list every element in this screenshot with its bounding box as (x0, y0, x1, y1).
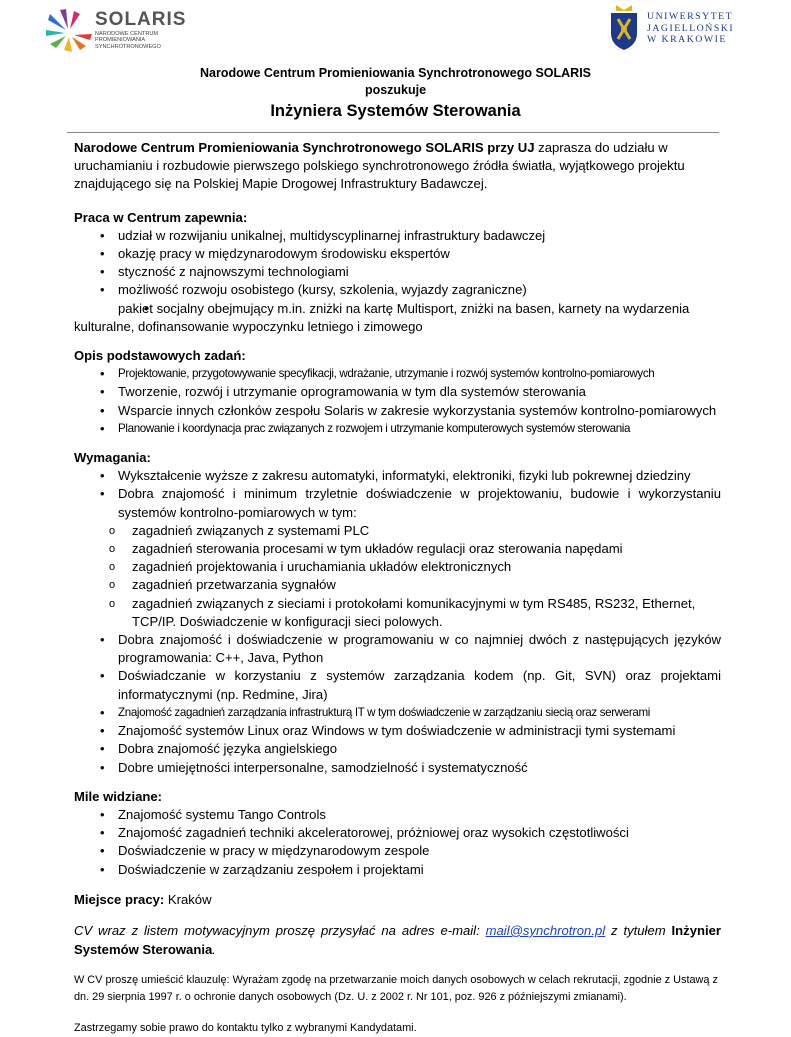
solaris-logo (44, 8, 187, 54)
list-item: • Projektowanie, przygotowywanie specyfikacji, wdrażanie, utrzymanie i rozwój systemów kontrolno-pomiarowych (74, 365, 721, 383)
divider (67, 132, 719, 133)
uj-shield-icon (608, 3, 640, 51)
list-item: • Dobra znajomość i doświadczenie w programowaniu w co najmniej dwóch z następujących języków programowania: C++, Java, Python (74, 631, 721, 667)
list-item: • Dobra znajomość języka angielskiego (74, 740, 721, 758)
list-item: • Znajomość systemów Linux oraz Windows w tym doświadczenie w administracji tymi systemami (74, 722, 721, 740)
page-header (0, 0, 791, 60)
nice-to-have-title: Mile widziane: (74, 788, 163, 804)
requirements-title: Wymagania: (74, 450, 151, 466)
list-item: • Znajomość zagadnień techniki akceleratorowej, próżniowej oraz wysokich częstotliwości (74, 824, 721, 842)
list-item: • styczność z najnowszymi technologiami (74, 263, 721, 281)
intro-bold: Narodowe Centrum Promieniowania Synchrotronowego SOLARIS przy UJ (74, 140, 535, 155)
sub-list-item: o zagadnień projektowania i uruchamiania układów elektronicznych (74, 558, 721, 576)
list-item: • Znajomość zagadnień zarządzania infrastrukturą IT w tym doświadczenie w zarządzaniu siecią oraz serwerami (74, 704, 721, 722)
offer-title: Praca w Centrum zapewnia: (74, 209, 248, 225)
solaris-wordmark: SOLARIS (95, 9, 187, 30)
offer-list (74, 227, 721, 336)
list-item: • Planowanie i koordynacja prac związanych z rozwojem i utrzymanie komputerowych systemów sterowania (74, 420, 721, 438)
tasks-title: Opis podstawowych zadań: (74, 348, 246, 364)
location-line (74, 891, 721, 909)
list-item: • Doświadczenie w pracy w międzynarodowym zespole (74, 842, 721, 860)
list-item: • Wykształcenie wyższe z zakresu automatyki, informatyki, elektroniki, fizyki lub pokrewnej dziedziny (74, 467, 721, 485)
sub-list-item: o zagadnień przetwarzania sygnałów (74, 576, 721, 594)
list-item: • Doświadczenie w zarządzaniu zespołem i projektami (74, 861, 721, 879)
list-item: • Znajomość systemu Tango Controls (74, 806, 721, 824)
location-value: Kraków (164, 891, 212, 907)
uj-wordmark: UNIWERSYTET JAGIELLOŃSKI W KRAKOWIE (647, 11, 735, 45)
list-item: • Tworzenie, rozwój i utrzymanie oprogramowania w tym dla systemów sterowania (74, 383, 721, 401)
list-item: • Doświadczanie w korzystaniu z systemów zarządzania kodem (np. Git, SVN) oraz projektami informatycznymi (np. Redmine, Jira) (74, 667, 721, 703)
org-name-heading: Narodowe Centrum Promieniowania Synchrotronowego SOLARIS (199, 66, 591, 80)
cv-instructions: CV wraz z listem motywacyjnym proszę przysyłać na adres e-mail: mail@synchrotron.pl z tytułem Inżynier Systemów Sterowania. (74, 922, 722, 957)
reservation-note: Zastrzegamy sobie prawo do kontaktu tylko z wybranymi Kandydatami. (74, 1021, 417, 1034)
requirement-text: Dobra znajomość i minimum trzyletnie doświadczenie w projektowaniu, budowie i wykorzystaniu systemów kontrolno-pomiarowych w tym: (118, 486, 721, 520)
location-label: Miejsce pracy: (74, 891, 165, 907)
list-item (74, 485, 721, 521)
requirements-list (74, 467, 721, 522)
uj-logo (608, 3, 768, 53)
sub-list-item: o zagadnień sterowania procesami w tym układów regulacji oraz sterowania napędami (74, 540, 721, 558)
list-item: • Dobre umiejętności interpersonalne, samodzielność i systematyczność (74, 759, 721, 777)
email-link[interactable]: mail@synchrotron.pl (485, 922, 606, 938)
seeks-heading: poszukuje (364, 83, 427, 97)
tasks-list (74, 365, 721, 438)
position-title: Inżyniera Systemów Sterowania (270, 102, 521, 120)
intro-text: zaprasza do udziału w uruchamianiu i rozbudowie pierwszego polskiego synchrotronowego źródła światła, wyjątkowego projektu znajdującego się na Polskiej Mapie Drogowej Infrastruktury Badawczej. (74, 140, 685, 192)
list-item: • pakiet socjalny obejmujący m.in. zniżki na kartę Multisport, zniżki na basen, karnety na wydarzenia kulturalne, dofinansowanie wypoczynku letniego i zimowego (74, 300, 721, 336)
sub-list-item: o zagadnień związanych z systemami PLC (74, 522, 721, 540)
document-body (74, 139, 721, 1037)
intro-paragraph (74, 139, 721, 194)
requirements-list-continued (74, 631, 721, 777)
list-item: • okazję pracy w międzynarodowym środowisku ekspertów (74, 245, 721, 263)
nice-to-have-list (74, 806, 721, 879)
solaris-subtitle: NARODOWE CENTRUM PROMIENIOWANIA SYNCHROTRONOWEGO (95, 31, 161, 50)
consent-clause: W CV proszę umieścić klauzulę: Wyrażam zgodę na przetwarzanie moich danych osobowych w celach rekrutacji, zgodnie z Ustawą z dn. 29 sierpnia 1997 r. o ochronie danych osobowych (Dz. U. z 2002 r. Nr 101, poz. 926 z późniejszymi zmianami). (74, 973, 718, 1004)
list-item: • udział w rozwijaniu unikalnej, multidyscyplinarnej infrastruktury badawczej (74, 227, 721, 245)
list-item: • możliwość rozwoju osobistego (kursy, szkolenia, wyjazdy zagraniczne) (74, 281, 721, 299)
requirements-sublist (74, 522, 721, 631)
cv-subject: Inżynier Systemów Sterowania (74, 922, 722, 957)
sub-list-item: o zagadnień związanych z sieciami i protokołami komunikacyjnymi w tym RS485, RS232, Ethernet, TCP/IP. Doświadczenie w konfiguracji sieci polowych. (74, 595, 721, 631)
list-item: • Wsparcie innych członków zespołu Solaris w zakresie wykorzystania systemów kontrolno-pomiarowych (74, 402, 721, 420)
solaris-rays-icon (44, 8, 94, 54)
